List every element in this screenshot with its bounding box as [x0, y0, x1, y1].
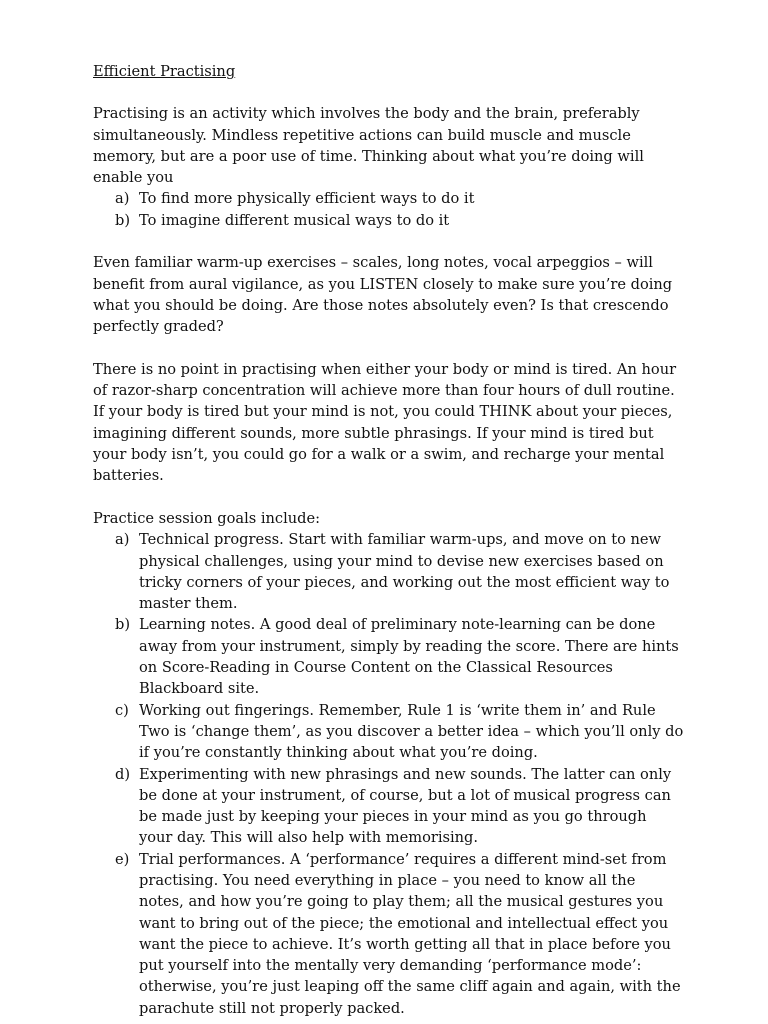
list-item-text: Trial performances. A ‘performance’ requires a different mind-set from practising. You need everything in place – you need to know all the notes, and how you’re going to play them; all the musical gestures you want to bring out of the piece; the emotional and intellectual effect you want the piece to achieve. It’s worth getting all that in place before you put yourself into the mentally very demanding ‘performance mode’: otherwise, you’re just leaping off the same cliff again and again, with the parachute still not properly packed. [139, 850, 681, 1017]
list-item [93, 210, 684, 231]
list-item [93, 700, 684, 764]
paragraph-spacer [93, 338, 684, 359]
list-item-text: Learning notes. A good deal of preliminary note-learning can be done away from your instrument, simply by reading the score. There are hints on Score-Reading in Course Content on the Classical Resources Blackboard site. [139, 616, 679, 698]
list-item [93, 764, 684, 849]
list-marker: b) [115, 616, 131, 634]
paragraph-spacer [93, 231, 684, 252]
list-item-text: Technical progress. Start with familiar warm-ups, and move on to new physical challenges, using your mind to devise new exercises based on tricky corners of your pieces, and working out the most efficient way to master them. [139, 531, 670, 613]
list-marker: d) [115, 765, 131, 783]
list-marker: b) [115, 211, 131, 229]
list-item [93, 529, 684, 614]
goals-heading: Practice session goals include: [93, 509, 321, 527]
list-item-text: To imagine different musical ways to do it [139, 211, 450, 229]
tiredness-paragraph: There is no point in practising when either your body or mind is tired. An hour of razor-sharp concentration will achieve more than four hours of dull routine. If your body is tired but your mind is not, you could THINK about your pieces, imagining different sounds, more subtle phrasings. If your mind is tired but your body isn’t, you could go for a walk or a swim, and recharge your mental batteries. [93, 360, 677, 485]
list-item-text: Working out fingerings. Remember, Rule 1 is ‘write them in’ and Rule Two is ‘change them’, as you discover a better idea – which you’ll only do if you’re constantly thinking about what you’re doing. [139, 701, 684, 762]
list-marker: e) [115, 850, 130, 868]
list-item [93, 849, 684, 1019]
paragraph-spacer [93, 487, 684, 508]
list-item [93, 614, 684, 699]
list-item [93, 188, 684, 209]
list-marker: a) [115, 531, 130, 549]
list-marker: c) [115, 701, 129, 719]
intro-list [93, 188, 684, 231]
intro-paragraph: Practising is an activity which involves the body and the brain, preferably simultaneously. Mindless repetitive actions can build muscle and muscle memory, but are a poor use of time. Thinking about what you’re doing will enable you [93, 105, 644, 187]
warmup-paragraph: Even familiar warm-up exercises – scales, long notes, vocal arpeggios – will benefit from aural vigilance, as you LISTEN closely to make sure you’re doing what you should be doing. Are those notes absolutely even? Is that crescendo perfectly graded? [93, 254, 673, 336]
list-marker: a) [115, 190, 130, 208]
list-item-text: To find more physically efficient ways to do it [139, 190, 475, 208]
list-item-text: Experimenting with new phrasings and new sounds. The latter can only be done at your instrument, of course, but a lot of musical progress can be made just by keeping your pieces in your mind as you go through your day. This will also help with memorising. [139, 765, 672, 847]
goals-list [93, 529, 684, 1019]
document-title: Efficient Practising [93, 63, 236, 80]
